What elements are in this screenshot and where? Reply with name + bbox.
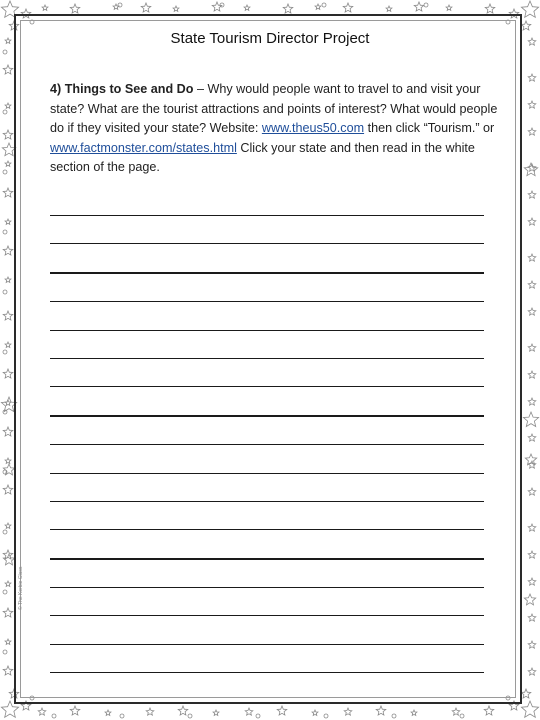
dot-icon xyxy=(3,290,7,294)
dot-icon xyxy=(424,3,428,7)
answer-line[interactable] xyxy=(50,272,484,274)
star-icon xyxy=(521,21,531,30)
star-icon xyxy=(105,710,111,715)
star-icon xyxy=(528,74,536,81)
question-text-part1: – Why would people want to travel to and visit your state? What are the tourist attractions and points of interest? What would people do if they visited your state? Website: xyxy=(50,82,498,135)
dot-icon xyxy=(460,714,464,718)
star-icon xyxy=(528,128,536,135)
question-number: 4) xyxy=(50,82,62,96)
question-heading: Things to See and Do xyxy=(64,82,194,96)
star-icon xyxy=(484,706,494,715)
star-icon xyxy=(70,4,80,13)
star-icon xyxy=(528,218,536,225)
star-icon xyxy=(3,65,13,74)
answer-line[interactable] xyxy=(50,529,484,530)
star-icon xyxy=(528,434,536,441)
dot-icon xyxy=(52,714,56,718)
star-icon xyxy=(521,701,538,717)
star-icon xyxy=(414,2,424,11)
star-icon xyxy=(5,219,11,224)
star-icon xyxy=(3,666,13,675)
star-icon xyxy=(178,706,188,715)
star-icon xyxy=(42,5,48,10)
star-icon xyxy=(524,594,535,605)
answer-lines xyxy=(50,215,484,701)
star-icon xyxy=(3,246,13,255)
question-text-part3: Click your state and then read in the white section of the page. xyxy=(50,140,475,174)
star-icon xyxy=(528,551,536,558)
star-icon xyxy=(141,3,151,12)
star-icon xyxy=(244,5,250,10)
star-icon xyxy=(277,706,287,715)
star-icon xyxy=(528,191,536,198)
star-icon xyxy=(3,130,13,139)
star-icon xyxy=(524,163,537,176)
answer-line[interactable] xyxy=(50,215,484,216)
star-icon xyxy=(173,6,179,11)
star-icon xyxy=(5,161,11,166)
star-icon xyxy=(528,524,536,531)
star-icon xyxy=(5,523,11,528)
star-icon xyxy=(213,710,219,715)
star-icon xyxy=(3,188,13,197)
page-title: State Tourism Director Project xyxy=(170,30,370,47)
star-icon xyxy=(528,578,536,585)
dot-icon xyxy=(3,170,7,174)
copyright-text: © The Kerbie Class xyxy=(18,566,24,610)
star-icon xyxy=(528,344,536,351)
star-icon xyxy=(315,4,321,9)
dot-icon xyxy=(3,530,7,534)
star-icon xyxy=(70,706,80,715)
star-icon xyxy=(452,708,460,715)
dot-icon xyxy=(3,350,7,354)
star-icon xyxy=(312,710,318,715)
star-icon xyxy=(485,4,495,13)
dot-icon xyxy=(3,50,7,54)
star-icon xyxy=(3,464,14,475)
star-icon xyxy=(245,708,253,715)
star-icon xyxy=(528,281,536,288)
dot-icon xyxy=(322,3,326,7)
answer-line[interactable] xyxy=(50,644,484,645)
answer-line[interactable] xyxy=(50,386,484,387)
star-icon xyxy=(446,5,452,10)
star-icon xyxy=(528,641,536,648)
answer-line[interactable] xyxy=(50,473,484,474)
star-icon xyxy=(528,308,536,315)
star-icon xyxy=(528,371,536,378)
star-icon xyxy=(3,369,13,378)
star-icon xyxy=(521,689,531,698)
star-icon xyxy=(146,708,154,715)
star-icon xyxy=(3,554,14,565)
star-icon xyxy=(343,3,353,12)
answer-line[interactable] xyxy=(50,301,484,302)
answer-line[interactable] xyxy=(50,330,484,331)
star-icon xyxy=(283,4,293,13)
dot-icon xyxy=(3,110,7,114)
answer-line[interactable] xyxy=(50,358,484,359)
star-icon xyxy=(3,311,13,320)
star-icon xyxy=(344,708,352,715)
star-icon xyxy=(5,277,11,282)
star-icon xyxy=(5,342,11,347)
answer-line[interactable] xyxy=(50,615,484,616)
star-icon xyxy=(5,400,11,405)
star-icon xyxy=(5,103,11,108)
star-icon xyxy=(3,485,13,494)
answer-line[interactable] xyxy=(50,415,484,417)
star-icon xyxy=(5,639,11,644)
star-icon xyxy=(5,458,11,463)
star-icon xyxy=(528,614,536,621)
dot-icon xyxy=(256,714,260,718)
star-icon xyxy=(521,1,538,17)
answer-line[interactable] xyxy=(50,444,484,445)
dot-icon xyxy=(118,3,122,7)
dot-icon xyxy=(120,714,124,718)
star-icon xyxy=(528,101,536,108)
question-prompt xyxy=(50,80,505,178)
dot-icon xyxy=(3,230,7,234)
star-icon xyxy=(5,581,11,586)
answer-line[interactable] xyxy=(50,501,484,502)
star-icon xyxy=(386,6,392,11)
dot-icon xyxy=(3,590,7,594)
star-icon xyxy=(3,427,13,436)
star-icon xyxy=(528,398,536,405)
star-icon xyxy=(523,412,538,427)
answer-line[interactable] xyxy=(50,672,484,673)
answer-line[interactable] xyxy=(50,558,484,560)
dot-icon xyxy=(3,650,7,654)
question-text-part2: then click “Tourism.” or xyxy=(364,121,495,135)
dot-icon xyxy=(392,714,396,718)
answer-line[interactable] xyxy=(50,243,484,244)
star-icon xyxy=(3,608,13,617)
star-icon xyxy=(528,254,536,261)
link-factmonster[interactable]: www.factmonster.com/states.html xyxy=(50,140,237,155)
link-theus50[interactable]: www.theus50.com xyxy=(261,121,365,135)
star-icon xyxy=(528,668,536,675)
star-icon xyxy=(376,706,386,715)
dot-icon xyxy=(188,714,192,718)
dot-icon xyxy=(324,714,328,718)
star-icon xyxy=(38,708,46,715)
answer-line[interactable] xyxy=(50,587,484,588)
star-icon xyxy=(528,488,536,495)
star-icon xyxy=(411,710,417,715)
